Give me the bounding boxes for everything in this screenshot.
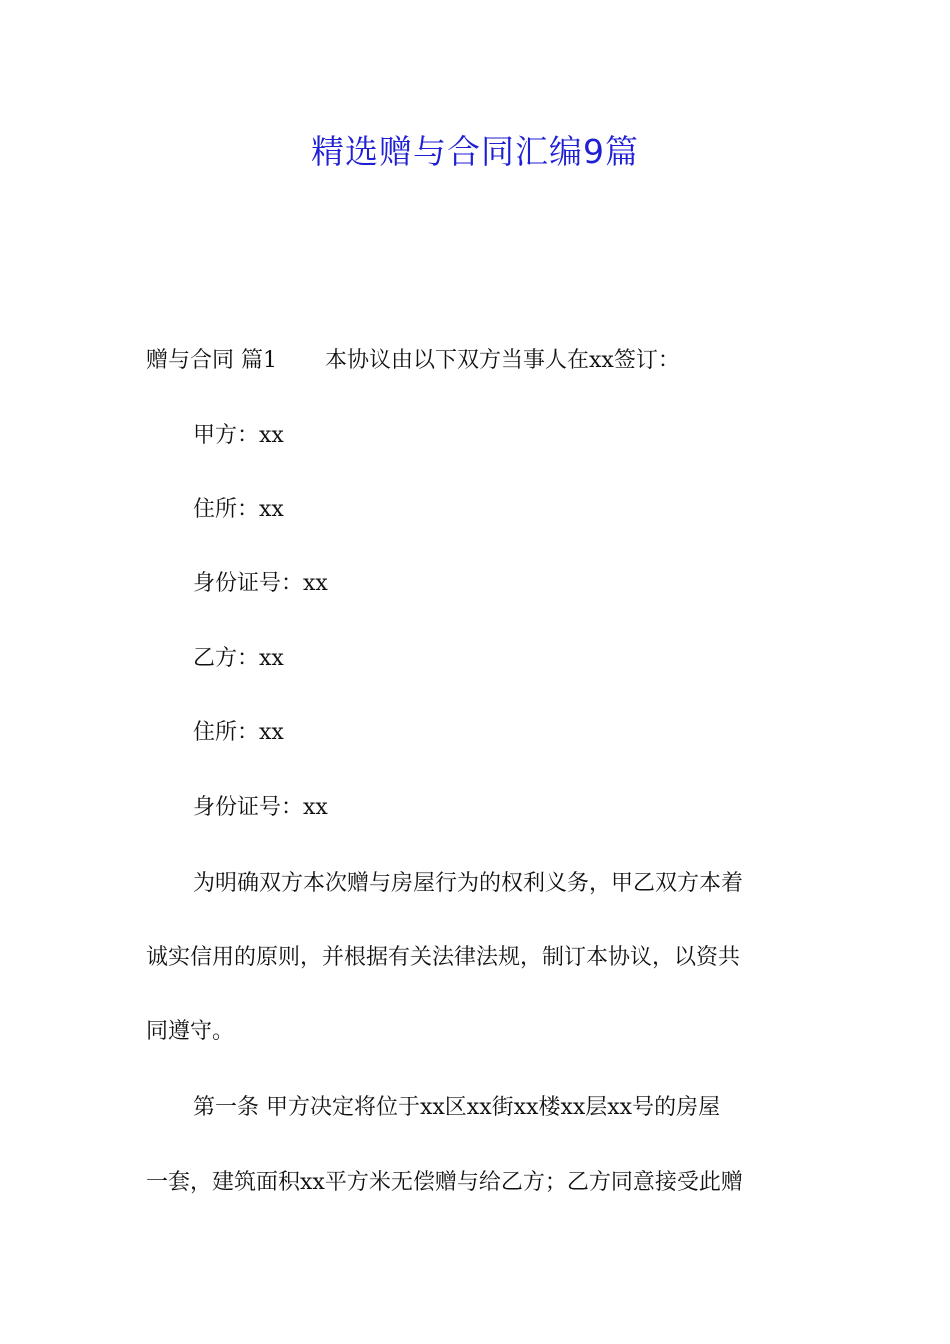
section-intro-line [146,346,816,376]
document-title: 精选赠与合同汇编9篇 [311,132,639,171]
party-a-address-field: 住所：xx [193,497,284,522]
party-a-field: 甲方：xx [193,423,284,448]
purpose-paragraph-line-1: 为明确双方本次赠与房屋行为的权利义务，甲乙双方本着 [193,871,744,896]
party-a-id-field: 身份证号：xx [193,571,328,596]
party-b-address-field: 住所：xx [193,720,284,745]
article-1-line-2: 一套，建筑面积xx平方米无偿赠与给乙方；乙方同意接受此赠 [146,1170,743,1195]
section-heading: 赠与合同 篇1 [146,348,277,373]
purpose-paragraph-line-2: 诚实信用的原则，并根据有关法律法规，制订本协议，以资共 [146,945,741,970]
intro-text: 本协议由以下双方当事人在xx签订： [325,348,680,373]
article-1-line-1: 第一条 甲方决定将位于xx区xx街xx楼xx层xx号的房屋 [193,1095,721,1120]
party-b-field: 乙方：xx [193,646,284,671]
party-b-id-field: 身份证号：xx [193,795,328,820]
purpose-paragraph-line-3: 同遵守。 [146,1019,235,1044]
